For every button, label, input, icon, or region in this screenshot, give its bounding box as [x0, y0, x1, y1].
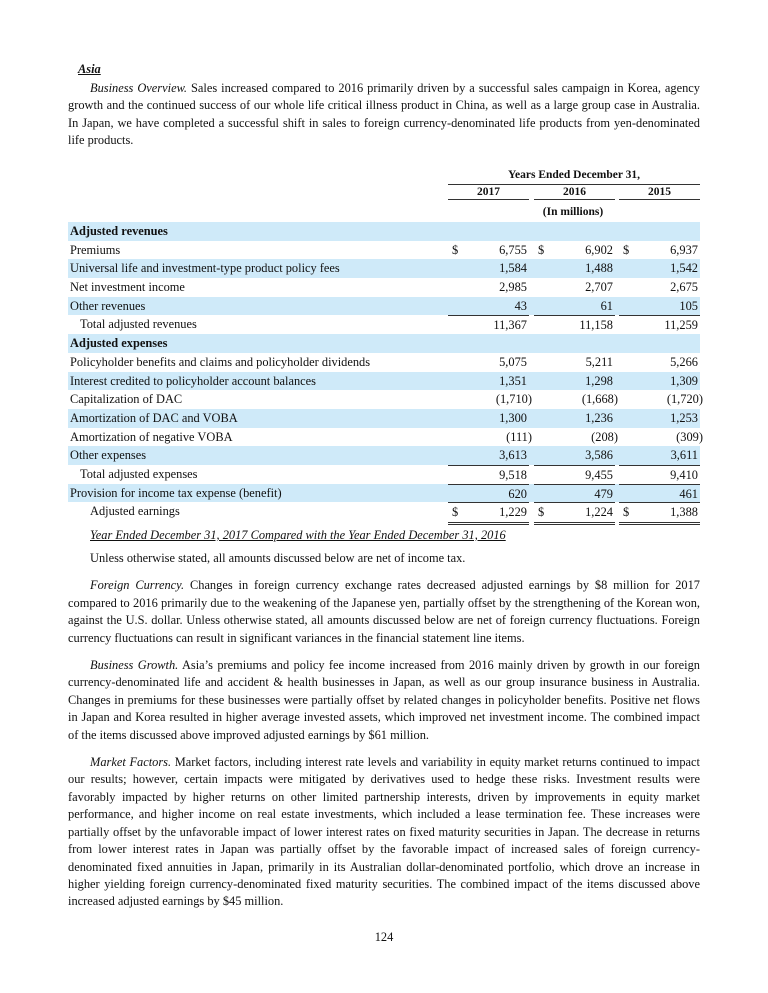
table-row — [68, 297, 700, 316]
cell-value: (1,710) — [495, 392, 532, 407]
cell-value: 1,253 — [670, 410, 698, 425]
currency-symbol: $ — [623, 242, 630, 257]
row-label: Provision for income tax expense (benefit) — [70, 485, 282, 500]
row-label: Total adjusted revenues — [80, 317, 197, 332]
value-cell-2017 — [448, 465, 529, 485]
row-label: Other expenses — [70, 448, 147, 463]
row-label: Policyholder benefits and claims and policyholder dividends — [70, 354, 371, 369]
currency-symbol: $ — [452, 505, 459, 520]
value-cell-2016 — [534, 428, 618, 447]
cell-value: 1,309 — [670, 373, 698, 388]
currency-symbol: $ — [538, 242, 545, 257]
cell-value: 1,351 — [499, 373, 527, 388]
cell-value: 3,586 — [585, 448, 613, 463]
value-cell-2017 — [448, 409, 529, 428]
value-cell-2015 — [619, 390, 703, 409]
cell-value: 6,755 — [499, 242, 527, 257]
cell-value: (111) — [506, 429, 532, 444]
currency-symbol: $ — [452, 242, 459, 257]
value-cell-2017 — [448, 446, 529, 465]
cell-value: (1,720) — [666, 392, 703, 407]
value-cell-2016 — [534, 484, 615, 504]
cell-value: 1,542 — [670, 261, 698, 276]
value-cell-2016 — [534, 465, 615, 485]
currency-symbol: $ — [538, 505, 545, 520]
value-cell-2016 — [534, 278, 615, 297]
paragraph-lead: Business Growth. — [90, 658, 179, 673]
value-cell-2015 — [619, 353, 700, 372]
value-cell-2016 — [534, 353, 615, 372]
cell-value: (208) — [591, 429, 618, 444]
table-row — [68, 465, 700, 484]
paragraph-text: Market factors, including interest rate levels and variability in equity market returns continued to impact our results; however, certain impacts were mitigated by derivatives used to hedge these risks. Investment results were favorably impacted by higher returns on other limited partnership interests, driven by improvements in equity market performance, and higher income on real estate investments, which included a lease termination fee. These increases were partially offset by the unfavorable impact of lower interest rates on fixed maturity securities in Japan. The decrease in returns from lower interest rates in Japan was partially offset by the favorable impact of increased sales of foreign currency-denominated fixed annuities in Japan, primarily in its Australian dollar-denominated portfolio, which drove an increase in higher yielding foreign currency-denominated fixed maturity securities. The combined impact of the items discussed above increased adjusted earnings by $45 million. — [68, 755, 700, 909]
cell-value: 1,584 — [499, 261, 527, 276]
cell-value: (309) — [676, 429, 703, 444]
value-cell-2017 — [448, 241, 529, 260]
row-label: Adjusted earnings — [90, 504, 180, 519]
cell-value: 1,236 — [585, 410, 613, 425]
cell-value: 1,300 — [499, 410, 527, 425]
row-label: Universal life and investment-type product policy fees — [70, 261, 340, 276]
value-cell-2017 — [448, 315, 529, 336]
value-cell-2015 — [619, 278, 700, 297]
value-cell-2016 — [534, 390, 618, 409]
table-row — [68, 446, 700, 465]
row-label: Total adjusted expenses — [80, 466, 198, 481]
value-cell-2017 — [448, 390, 532, 409]
cell-value: 3,613 — [499, 448, 527, 463]
cell-value: 61 — [600, 298, 613, 313]
cell-value: 11,367 — [493, 318, 527, 333]
comparison-section — [68, 527, 700, 911]
comparison-title: Year Ended December 31, 2017 Compared with the Year Ended December 31, 2016 — [90, 528, 506, 542]
cell-value: 479 — [594, 486, 613, 501]
page-number: 124 — [374, 930, 394, 944]
cell-value: (1,668) — [581, 392, 618, 407]
foreign-currency-paragraph — [68, 577, 700, 647]
currency-symbol: $ — [623, 505, 630, 520]
row-label: Adjusted expenses — [70, 336, 168, 351]
cell-value: 5,266 — [670, 354, 698, 369]
value-cell-2017 — [448, 372, 529, 391]
table-header — [68, 166, 700, 184]
value-cell-2017 — [448, 259, 529, 278]
market-factors-paragraph — [68, 754, 700, 911]
row-label: Capitalization of DAC — [70, 392, 183, 407]
value-cell-2015 — [619, 315, 700, 336]
value-cell-2017 — [448, 502, 529, 525]
table-row — [68, 372, 700, 391]
value-cell-2017 — [448, 428, 532, 447]
cell-value: 5,075 — [499, 354, 527, 369]
value-cell-2016 — [534, 297, 615, 316]
table-section-heading — [68, 222, 700, 241]
asia-section — [68, 62, 700, 150]
value-cell-2015 — [619, 465, 700, 485]
table-body — [68, 222, 703, 521]
paragraph-text: Changes in foreign currency exchange rates decreased adjusted earnings by $8 million for 2017 compared to 2016 primarily due to the weakening of the Japanese yen, partially offset by the strengthening of the Korean won, against the U.S. dollar. Unless otherwise stated, all amounts discussed below are net of foreign currency fluctuations. Foreign currency fluctuations can result in significant variances in the financial statement line items. — [68, 578, 700, 645]
table-row — [68, 353, 700, 372]
table-row — [68, 428, 703, 447]
row-label: Interest credited to policyholder account balances — [70, 373, 316, 388]
paragraph-lead: Market Factors. — [90, 755, 172, 770]
cell-value: 1,298 — [585, 373, 613, 388]
row-label: Adjusted revenues — [70, 224, 168, 238]
cell-value: 2,985 — [499, 280, 527, 295]
business-growth-paragraph — [68, 657, 700, 744]
units-row — [68, 204, 700, 222]
cell-value: 11,259 — [664, 318, 698, 333]
cell-value: 105 — [679, 298, 698, 313]
row-label: Other revenues — [70, 298, 146, 313]
table-row — [68, 315, 700, 334]
value-cell-2016 — [534, 241, 615, 260]
year-header-2017: 2017 — [448, 186, 529, 200]
intro-paragraph: Unless otherwise stated, all amounts discussed below are net of income tax. — [90, 551, 466, 565]
paragraph-lead: Foreign Currency. — [90, 578, 185, 593]
cell-value: 9,518 — [499, 467, 527, 482]
cell-value: 6,937 — [670, 242, 698, 257]
value-cell-2015 — [619, 297, 700, 316]
cell-value: 2,675 — [670, 280, 698, 295]
table-section-heading — [68, 334, 700, 353]
year-header-2015: 2015 — [619, 186, 700, 200]
table-row — [68, 484, 700, 503]
value-cell-2016 — [534, 502, 615, 525]
paragraph-text: Sales increased compared to 2016 primarily driven by a successful sales campaign in Korea, agency growth and the continued success of our whole life critical illness product in China, as well as a large group case in Australia. In Japan, we have completed a successful shift in sales to foreign currency-denominated life products from yen-denominated life products. — [68, 81, 700, 148]
value-cell-2015 — [619, 446, 700, 465]
year-header-2016: 2016 — [534, 186, 615, 200]
row-label: Amortization of negative VOBA — [70, 429, 233, 444]
row-label: Amortization of DAC and VOBA — [70, 410, 238, 425]
units-label: (In millions) — [542, 206, 604, 218]
value-cell-2015 — [619, 409, 700, 428]
value-cell-2015 — [619, 428, 703, 447]
financial-table — [68, 166, 703, 521]
cell-value: 461 — [679, 486, 698, 501]
table-row — [68, 241, 700, 260]
cell-value: 1,224 — [585, 505, 613, 520]
value-cell-2015 — [619, 259, 700, 278]
cell-value: 1,229 — [499, 505, 527, 520]
cell-value: 1,388 — [670, 505, 698, 520]
cell-value: 3,611 — [670, 448, 698, 463]
cell-value: 5,211 — [585, 354, 613, 369]
value-cell-2015 — [619, 372, 700, 391]
cell-value: 2,707 — [585, 280, 613, 295]
value-cell-2015 — [619, 241, 700, 260]
table-row — [68, 259, 700, 278]
business-overview-paragraph — [68, 80, 700, 150]
cell-value: 9,455 — [585, 467, 613, 482]
value-cell-2017 — [448, 278, 529, 297]
cell-value: 11,158 — [579, 318, 613, 333]
table-row — [68, 409, 700, 428]
value-cell-2016 — [534, 315, 615, 336]
value-cell-2017 — [448, 353, 529, 372]
cell-value: 6,902 — [585, 242, 613, 257]
value-cell-2016 — [534, 259, 615, 278]
years-ended-header: Years Ended December 31, — [507, 169, 641, 181]
paragraph-lead: Business Overview. — [90, 81, 188, 95]
value-cell-2015 — [619, 484, 700, 504]
value-cell-2017 — [448, 297, 529, 316]
row-label: Premiums — [70, 242, 121, 257]
paragraph-text: Asia’s premiums and policy fee income increased from 2016 mainly driven by growth in our foreign currency-denominated life and accident & health businesses in Japan, as well as our group insurance business in Australia. Changes in premiums for these businesses were partially offset by related changes in policyholder benefits. Positive net flows in Japan and Korea resulted in higher average invested assets, which improved net investment income. The combined impact of the items discussed above improved adjusted earnings by $61 million. — [68, 658, 700, 742]
section-title: Asia — [78, 62, 101, 76]
value-cell-2015 — [619, 502, 700, 525]
table-row — [68, 502, 700, 521]
cell-value: 1,488 — [585, 261, 613, 276]
cell-value: 620 — [508, 486, 527, 501]
row-label: Net investment income — [70, 280, 185, 295]
value-cell-2016 — [534, 409, 615, 428]
value-cell-2016 — [534, 372, 615, 391]
cell-value: 43 — [514, 298, 527, 313]
value-cell-2016 — [534, 446, 615, 465]
table-row — [68, 390, 703, 409]
cell-value: 9,410 — [670, 467, 698, 482]
table-row — [68, 278, 700, 297]
year-columns — [68, 184, 700, 204]
value-cell-2017 — [448, 484, 529, 504]
